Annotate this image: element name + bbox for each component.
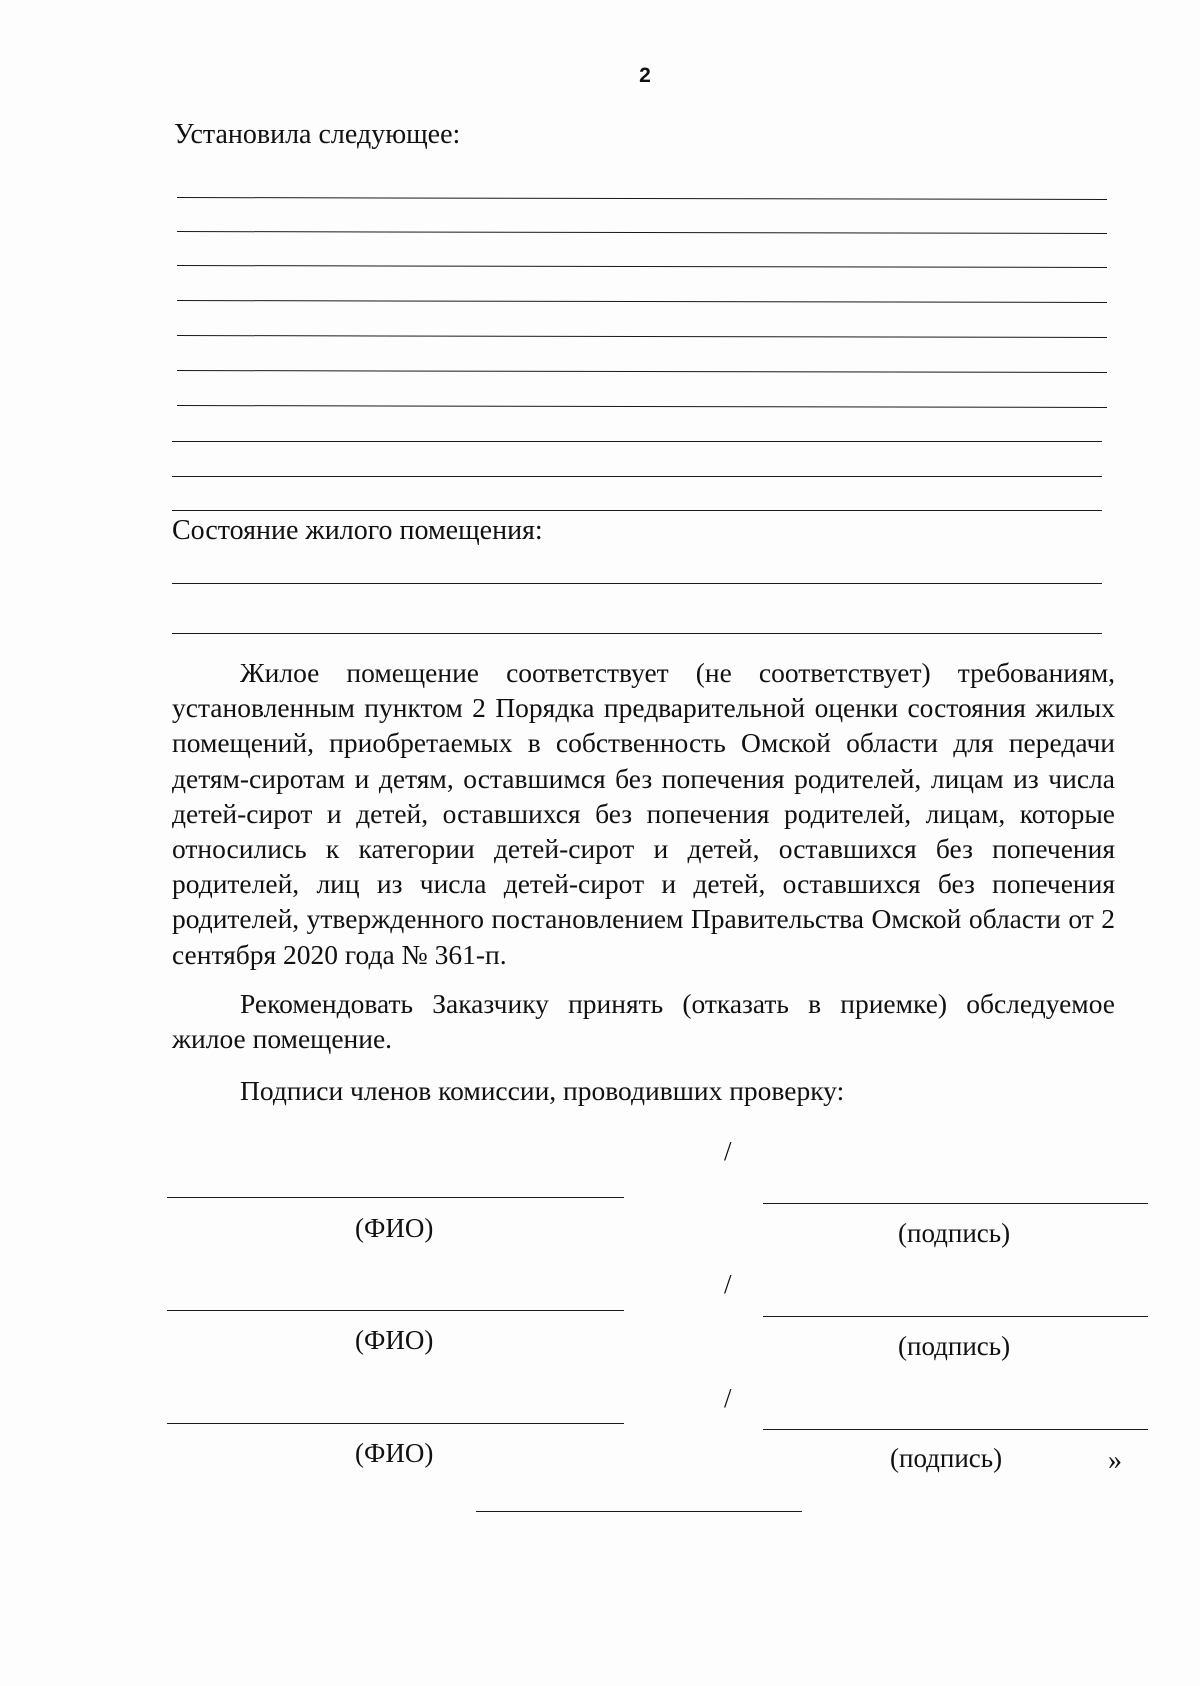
blank-line — [177, 370, 1107, 373]
condition-heading: Состояние жилого помещения: — [172, 515, 543, 546]
blank-line — [172, 476, 1102, 477]
name-label: (ФИО) — [355, 1325, 434, 1355]
signature-line — [763, 1429, 1148, 1430]
signature-separator: / — [724, 1269, 732, 1299]
blank-line — [172, 633, 1102, 634]
signature-line — [763, 1316, 1148, 1317]
blank-line — [177, 265, 1107, 268]
signature-separator: / — [724, 1136, 732, 1166]
signature-label: (подпись) — [898, 1218, 1011, 1248]
name-line — [167, 1423, 624, 1424]
blank-line — [177, 300, 1107, 303]
name-line — [167, 1310, 624, 1311]
recommendation-paragraph: Рекомендовать Заказчику принять (отказать в приемке) обследуемое жилое помещение. — [172, 988, 1115, 1055]
signature-line — [763, 1203, 1148, 1204]
signatures-intro: Подписи членов комиссии, проводивших проверку: — [240, 1075, 845, 1106]
blank-line — [177, 197, 1107, 200]
blank-line — [177, 405, 1107, 408]
blank-line — [177, 335, 1107, 338]
name-label: (ФИО) — [355, 1438, 434, 1468]
blank-line — [172, 583, 1102, 584]
compliance-paragraph: Жилое помещение соответствует (не соответствует) требованиям, установленным пунктом 2 Порядка предварительной оценки состояния жилых помещений, приобретаемых в собственность Омской области для передачи детям-сиротам и детям, оставшимся без попечения родителей, лицам из числа детей-сирот и детей, оставшихся без попечения родителей, лицам, которые относились к категории детей-сирот и детей, оставшихся без попечения родителей, лиц из числа детей-сирот и детей, оставшихся без попечения родителей, утвержденного постановлением Правительства Омской области от 2 сентября 2020 года № 361-п. — [172, 657, 1115, 970]
signature-separator: / — [724, 1383, 732, 1413]
blank-line — [172, 441, 1102, 442]
signature-label: (подпись) — [898, 1331, 1011, 1361]
signature-label: (подпись) — [890, 1443, 1003, 1473]
page-number: 2 — [639, 64, 651, 87]
name-label: (ФИО) — [355, 1213, 434, 1243]
end-of-document-line — [476, 1511, 802, 1512]
established-heading: Установила следующее: — [174, 119, 461, 150]
blank-line — [177, 231, 1107, 234]
blank-line — [172, 510, 1102, 511]
closing-quote: » — [1108, 1445, 1122, 1476]
name-line — [167, 1197, 624, 1198]
